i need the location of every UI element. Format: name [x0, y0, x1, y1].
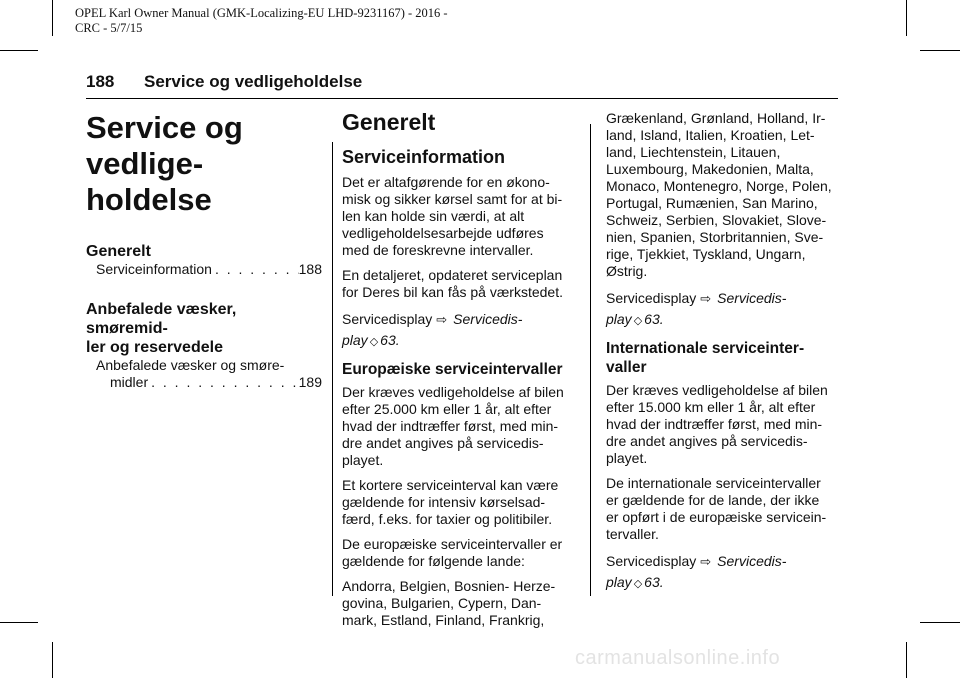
text-line: Monaco, Montenegro, Norge, Polen, [606, 178, 832, 194]
crop-mark [52, 0, 53, 36]
reference-target: play [606, 311, 632, 327]
cross-reference[interactable] [606, 288, 842, 331]
cross-reference[interactable] [342, 309, 578, 352]
reference-target: Servicedis- [453, 311, 523, 327]
page-pointer-icon: ◇ [633, 578, 643, 590]
toc-entry-serviceinformation[interactable] [86, 261, 322, 286]
crop-mark [0, 50, 38, 51]
text-line: Der kræves vedligeholdelse af bilen [606, 382, 828, 398]
toc-section-line: ler og reservedele [86, 339, 223, 356]
chapter-title-line: Service og vedlige- [86, 110, 243, 181]
toc-entry-line [86, 357, 322, 374]
toc-leader [148, 374, 299, 399]
crop-mark [906, 642, 907, 678]
text-line: land, Liechtenstein, Litauen, [606, 144, 781, 160]
reference-label: Servicedisplay [606, 290, 697, 306]
paragraph [342, 174, 578, 259]
paragraph [606, 382, 842, 467]
text-line: hvad der indtræffer først, med min- [606, 416, 823, 432]
text-line: med de foreskrevne intervaller. [342, 242, 534, 258]
reference-arrow-icon: ⇨ [436, 312, 448, 327]
reference-page: 63. [644, 311, 664, 327]
text-line: er gældende for de lande, der ikke [606, 492, 820, 508]
text-line: playet. [342, 452, 384, 468]
text-line: for Deres bil kan fås på værkstedet. [342, 284, 563, 300]
section-heading: Generelt [342, 109, 436, 135]
reference-target: play [342, 332, 368, 348]
paragraph [342, 384, 578, 469]
toc-entry-page: 189 [298, 374, 322, 390]
heading-line: Internationale serviceinter- [606, 340, 805, 357]
toc-entry-text: Anbefalede væsker og smøre- [96, 357, 285, 373]
text-line: len kan holde sin værdi, at alt [342, 208, 525, 224]
toc-section-line: Anbefalede væsker, smøremid- [86, 301, 237, 337]
toc-entry-text: Serviceinformation [96, 261, 212, 277]
text-line: govina, Bulgarien, Cypern, Dan- [342, 595, 542, 611]
crop-mark [906, 0, 907, 36]
column-divider [332, 142, 333, 596]
toc-entry-text: midler [110, 374, 149, 390]
reference-label: Servicedisplay [342, 311, 433, 327]
text-line: Portugal, Rumænien, San Marino, [606, 195, 818, 211]
reference-arrow-icon: ⇨ [700, 554, 712, 569]
paragraph [606, 475, 842, 543]
text-line: Østrig. [606, 263, 648, 279]
reference-target: Servicedis- [717, 290, 787, 306]
paragraph [342, 536, 578, 570]
paragraph [342, 267, 578, 301]
crop-mark [920, 622, 960, 623]
watermark: carmanualsonline.info [575, 647, 781, 669]
toc-section: Generelt [86, 243, 151, 260]
text-line: rige, Tjekkiet, Tyskland, Ungarn, [606, 246, 806, 262]
text-line: er opført i de europæiske servicein- [606, 509, 827, 525]
text-line: gældende for følgende lande: [342, 553, 525, 569]
crop-mark [0, 622, 38, 623]
reference-target: Servicedis- [717, 553, 787, 569]
toc-leader [212, 261, 299, 286]
page-pointer-icon: ◇ [633, 315, 643, 327]
text-line: Andorra, Belgien, Bosnien- Herze- [342, 578, 556, 594]
text-line: De europæiske serviceintervaller er [342, 536, 563, 552]
running-header [86, 72, 362, 92]
text-line: gældende for intensiv kørselsad- [342, 494, 546, 510]
toc-entry-page: 188 [298, 261, 322, 277]
print-header [75, 6, 575, 36]
content-column-3 [606, 110, 842, 600]
text-line: playet. [606, 450, 648, 466]
crop-mark [52, 642, 53, 678]
subsection-heading: Europæiske serviceintervaller [342, 361, 563, 378]
text-line: vedligeholdelsesarbejde udføres [342, 225, 544, 241]
text-line: En detaljeret, opdateret serviceplan [342, 267, 563, 283]
text-line: færd, f.eks. for taxier og politibiler. [342, 511, 553, 527]
text-line: Et kortere serviceinterval kan være [342, 477, 559, 493]
section-title: Service og vedligeholdelse [144, 72, 363, 91]
column-divider [590, 124, 591, 596]
text-line: Der kræves vedligeholdelse af bilen [342, 384, 564, 400]
text-line: hvad der indtræffer først, med min- [342, 418, 559, 434]
chapter-title-line: holdelse [86, 182, 212, 217]
chapter-title [86, 110, 322, 218]
reference-page: 63. [644, 574, 664, 590]
text-line: efter 15.000 km eller 1 år, alt efter [606, 399, 816, 415]
text-line: land, Island, Italien, Kroatien, Let- [606, 127, 815, 143]
subsection-heading [606, 339, 842, 377]
print-header-line: OPEL Karl Owner Manual (GMK-Localizing-EU LHD-9231167) - 2016 - [75, 6, 448, 20]
cross-reference[interactable] [606, 551, 842, 594]
crop-mark [920, 50, 960, 51]
text-line: efter 25.000 km eller 1 år, alt efter [342, 401, 552, 417]
text-line: misk og sikker kørsel samt for at bi- [342, 191, 563, 207]
toc-section [86, 300, 322, 357]
reference-arrow-icon: ⇨ [700, 291, 712, 306]
text-line: De internationale serviceintervaller [606, 475, 821, 491]
page-number: 188 [86, 72, 115, 91]
reference-label: Servicedisplay [606, 553, 697, 569]
chapter-column [86, 106, 322, 399]
text-line: Det er altafgørende for en økono- [342, 174, 550, 190]
reference-target: play [606, 574, 632, 590]
paragraph [606, 110, 842, 280]
text-line: mark, Estland, Finland, Frankrig, [342, 612, 545, 628]
text-line: Luxembourg, Makedonien, Malta, [606, 161, 814, 177]
text-line: dre andet angives på servicedis- [606, 433, 808, 449]
paragraph [342, 477, 578, 528]
text-line: tervaller. [606, 526, 659, 542]
heading-line: valler [606, 359, 647, 376]
print-header-line: CRC - 5/7/15 [75, 21, 143, 35]
text-line: dre andet angives på servicedis- [342, 435, 544, 451]
toc-entry-line [86, 374, 322, 399]
text-line: nien, Spanien, Storbritannien, Sve- [606, 229, 824, 245]
paragraph [342, 578, 578, 629]
toc-entry-anbefalede[interactable] [86, 357, 322, 399]
text-line: Grækenland, Grønland, Holland, Ir- [606, 110, 826, 126]
text-line: Schweiz, Serbien, Slovakiet, Slove- [606, 212, 827, 228]
reference-page: 63. [380, 332, 400, 348]
subsection-heading: Serviceinformation [342, 147, 506, 167]
page-pointer-icon: ◇ [369, 336, 379, 348]
header-rule [86, 98, 838, 99]
content-column-2 [342, 106, 578, 637]
